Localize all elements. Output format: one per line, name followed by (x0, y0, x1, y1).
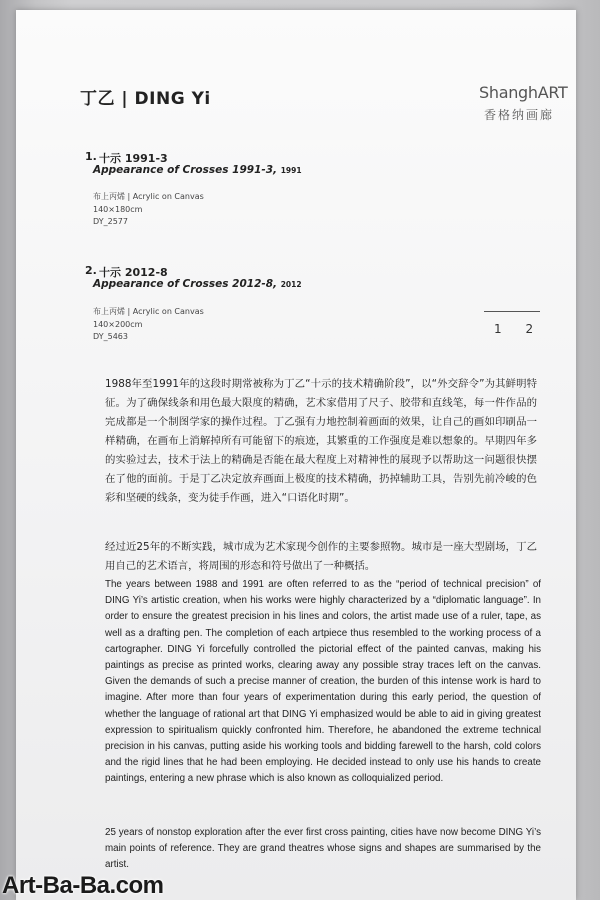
gallery-logo-en: ShanghART (479, 83, 568, 102)
work-number: 1. (85, 150, 97, 163)
work-code: DY_2577 (93, 217, 128, 226)
watermark: Art-Ba-Ba.com (2, 872, 164, 899)
work-title-en: Appearance of Crosses 1991-3, 1991 (93, 164, 302, 176)
artwork-position-legend: 1 2 (494, 322, 544, 336)
work-code: DY_5463 (93, 332, 128, 341)
work-title-en: Appearance of Crosses 2012-8, 2012 (93, 278, 302, 290)
description-en-paragraph-2: 25 years of nonstop exploration after the ever first cross painting, cities have now become DING Yi’s main points of reference. They are grand theatres whose signs and shapes are summarised by the artist. (105, 827, 541, 871)
work-size: 140×200cm (93, 320, 143, 329)
work-size: 140×180cm (93, 205, 143, 214)
work-title-cn: 十示 2012-8 (99, 266, 168, 279)
work-year: 1991 (280, 166, 302, 175)
description-cn-paragraph-2: 经过近25年的不断实践，城市成为艺术家现今创作的主要参照物。城市是一座大型剧场，丁乙用自己的艺术语言，将周围的形态和符号做出了一种概括。 (105, 541, 537, 572)
description-en-paragraph-1: The years between 1988 and 1991 are often referred to as the “period of technical precision” of DING Yi’s artistic creation, when his works were highly characterized by a “diplomatic language”. In order to ensure the greatest precision in his lines and colors, the artist made use of a ruler, tape, as well as a drafting pen. The completion of each artpiece thus resembled to the working process of a cartographer. DING Yi forcefully controlled the pictorial effect of the painted canvas, making his paintings as precise as printed works, clearing away any possible stray traces left on the canvas. Given the demands of such a precise manner of creation, the burden of this intense work is hard to imagine. After more than four years of experimentation during this early period, the question of whether the language of rational art that DING Yi emphasized would be able to aid in giving greatest expression to spiritualism quickly confronted him. Therefore, he abandoned the extreme technical precision in his canvas, putting aside his working tools and bidding farewell to the harsh, cold colors and the rigid lines that he had been employing. He decided instead to only use his hands to create paintings, entering a new phrase which is also known as colloquialized period. (105, 579, 541, 785)
work-medium: 布上丙烯 | Acrylic on Canvas (93, 192, 204, 201)
legend-divider (484, 311, 540, 312)
exhibition-placard (16, 10, 576, 900)
work-number: 2. (85, 264, 97, 277)
work-title-cn: 十示 1991-3 (99, 152, 168, 165)
gallery-logo-cn: 香格纳画廊 (484, 108, 555, 122)
work-medium: 布上丙烯 | Acrylic on Canvas (93, 307, 204, 316)
artist-name: 丁乙 | DING Yi (80, 89, 211, 109)
work-year: 2012 (280, 280, 302, 289)
description-cn-paragraph-1: 1988年至1991年的这段时期常被称为丁乙“十示的技术精确阶段”，以“外交辞令”为其鲜明特征。为了确保线条和用色最大限度的精确，艺术家借用了尺子、胶带和直线笔，每一件作品的完成都是一个制图学家的操作过程。丁乙强有力地控制着画面的效果，让自己的画如印刷品一样精确，在画布上消解掉所有可能留下的痕迹，其繁重的工作强度是难以想象的。早期四年多的实验过去，技术于法上的精确是否能在最大程度上对精神性的展现予以帮助这一问题很快摆在了他的面前。于是丁乙决定放弃画面上极度的技术精确，扔掉辅助工具，告别先前冷峻的色彩和坚硬的线条，变为徒手作画，进入“口语化时期”。 (105, 378, 537, 504)
